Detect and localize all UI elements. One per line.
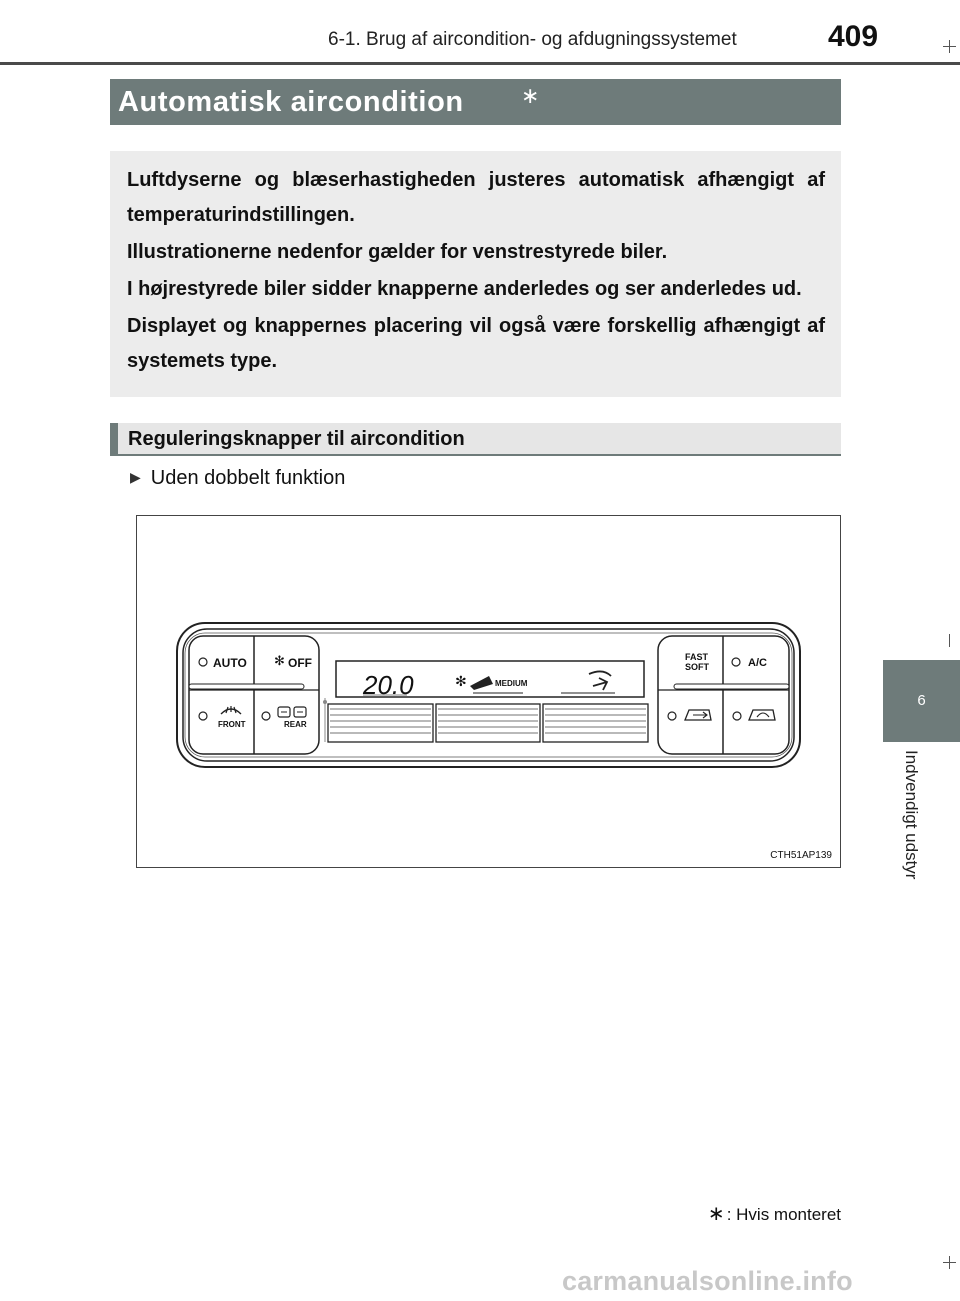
chapter-title: 6-1. Brug af aircondition- og afdugningssystemet — [328, 29, 737, 50]
intro-paragraph: Luftdyserne og blæserhastigheden justeres automatisk afhængigt af temperaturindstillingen. — [127, 169, 825, 226]
intro-paragraph: Displayet og knappernes placering vil også være forskellig afhængigt af systemets type. — [127, 315, 825, 372]
display-temperature: 20.0 — [363, 670, 414, 700]
footnote-text: : Hvis monteret — [726, 1205, 841, 1224]
soft-label: SOFT — [685, 662, 709, 672]
rear-label: REAR — [284, 720, 307, 729]
fan-icon: ✻ — [455, 674, 467, 690]
subsection-title-bar — [110, 423, 841, 456]
fast-soft-button[interactable] — [685, 652, 710, 672]
ac-control-panel-figure — [136, 515, 841, 868]
intro-paragraph: Illustrationerne nedenfor gælder for venstrestyrede biler. — [127, 241, 668, 263]
subsection-title: Reguleringsknapper til aircondition — [128, 428, 465, 450]
section-title: Automatisk aircondition — [118, 86, 464, 118]
header-rule — [0, 62, 960, 65]
figure-code: CTH51AP139 — [770, 850, 832, 861]
display-fan-mode: MEDIUM — [495, 679, 528, 688]
crop-mark — [943, 46, 956, 47]
chapter-tab[interactable] — [883, 660, 960, 742]
footnote — [708, 1201, 841, 1226]
variant-label: Uden dobbelt funktion — [150, 467, 346, 489]
triangle-right-icon: ▶ — [130, 469, 141, 485]
control-panel-illustration — [137, 516, 842, 869]
fast-label: FAST — [685, 652, 709, 662]
fan-icon: ✻ — [274, 654, 285, 669]
crop-mark — [943, 1262, 956, 1263]
variant-bullet — [130, 467, 345, 490]
footnote-mark: ∗ — [707, 1203, 725, 1225]
ac-button-label: A/C — [748, 657, 767, 669]
front-label: FRONT — [218, 720, 246, 729]
fan-off-button[interactable] — [274, 654, 312, 670]
auto-button-label: AUTO — [213, 656, 247, 670]
watermark[interactable]: carmanualsonline.info — [562, 1266, 853, 1296]
crop-mark — [949, 634, 950, 647]
optional-equipment-mark: ∗ — [521, 83, 540, 108]
recirculated-air-icon — [749, 710, 775, 720]
fan-off-label: OFF — [288, 656, 312, 670]
intro-paragraph: I højrestyrede biler sidder knapperne anderledes og ser anderledes ud. — [127, 278, 802, 300]
chapter-tab-number: 6 — [917, 692, 926, 709]
page-number: 409 — [828, 20, 879, 53]
intro-box — [110, 151, 841, 397]
section-title-bar — [110, 79, 841, 125]
chapter-tab-label: Indvendigt udstyr — [902, 750, 921, 880]
